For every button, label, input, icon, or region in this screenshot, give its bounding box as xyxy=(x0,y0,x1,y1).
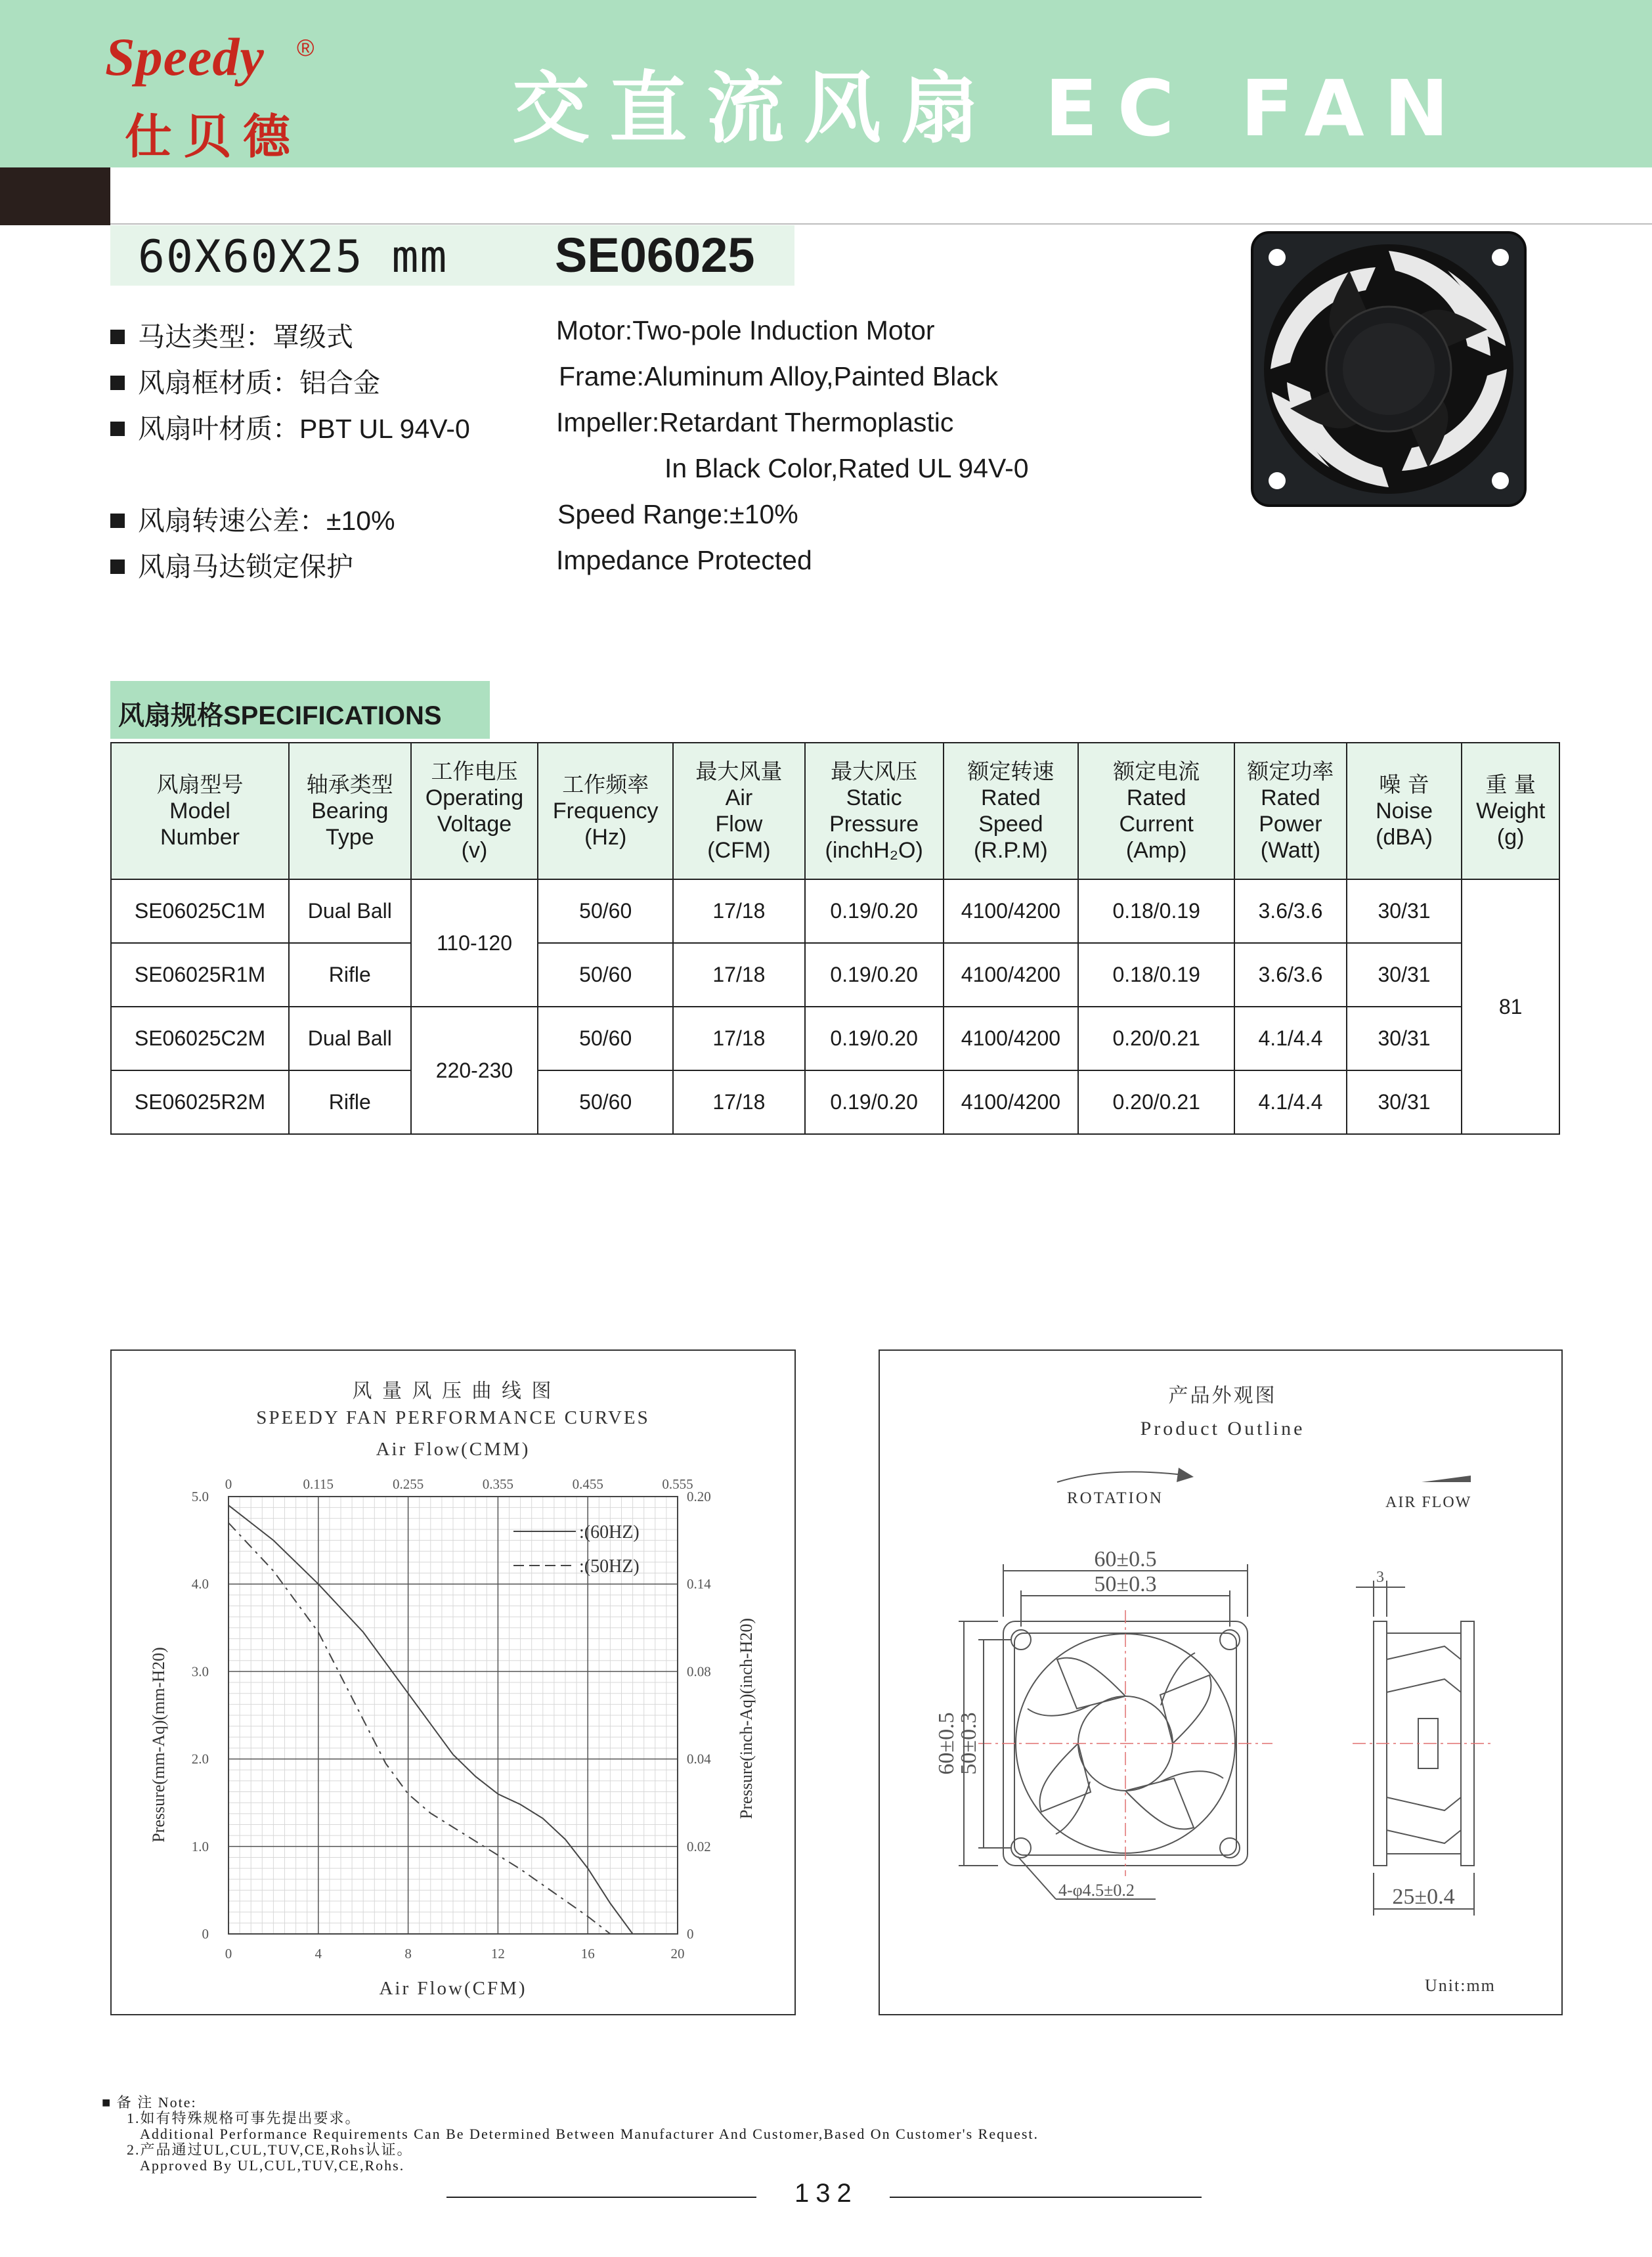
bullet-square-icon xyxy=(110,422,125,436)
brand-logo-text: Speedy xyxy=(105,27,265,87)
cell-bearing: Dual Ball xyxy=(289,879,411,943)
cell-noise: 30/31 xyxy=(1347,943,1462,1007)
column-header: 风扇型号 Model Number xyxy=(111,743,289,879)
cell-pressure: 0.19/0.20 xyxy=(805,879,944,943)
column-header: 最大风量 Air Flow (CFM) xyxy=(673,743,805,879)
cell-bearing: Rifle xyxy=(289,1070,411,1134)
notes-block xyxy=(102,2095,1039,2174)
cell-bearing: Dual Ball xyxy=(289,1007,411,1070)
top-tick-label: 0.255 xyxy=(392,1476,424,1492)
y2-tick-label: 0 xyxy=(687,1926,694,1942)
table-row xyxy=(111,879,1559,943)
y2-tick-label: 0.04 xyxy=(687,1751,711,1767)
outline-title-en: Product Outline xyxy=(1140,1418,1305,1439)
page-rule-left xyxy=(446,2197,756,2198)
cell-power: 3.6/3.6 xyxy=(1234,879,1347,943)
feature-cn: 风扇马达锁定保护 xyxy=(138,552,353,582)
x-axis-label: Air Flow(CFM) xyxy=(379,1978,527,1999)
specs-heading: 风扇规格SPECIFICATIONS xyxy=(118,701,442,730)
dim-depth: 25±0.4 xyxy=(1392,1885,1455,1909)
feature-en: Impedance Protected xyxy=(556,545,812,575)
cell-current: 0.20/0.21 xyxy=(1078,1007,1234,1070)
page-rule-right xyxy=(890,2197,1202,2198)
feature-en-continued: In Black Color,Rated UL 94V-0 xyxy=(664,453,1029,483)
notes-heading: ■ 备 注 Note: xyxy=(102,2094,197,2111)
feature-item xyxy=(110,499,395,538)
product-outline-panel xyxy=(879,1349,1563,2015)
page-number: 132 xyxy=(794,2179,858,2208)
column-header: 工作电压 Operating Voltage (v) xyxy=(411,743,538,879)
y-tick-label: 3.0 xyxy=(191,1663,209,1680)
top-tick-label: 0.115 xyxy=(303,1476,334,1492)
cell-current: 0.18/0.19 xyxy=(1078,943,1234,1007)
top-tick-label: 0.455 xyxy=(572,1476,603,1492)
feature-cn: 马达类型：罩级式 xyxy=(138,322,353,352)
feature-item xyxy=(110,545,353,584)
cell-power: 4.1/4.4 xyxy=(1234,1007,1347,1070)
cell-current: 0.20/0.21 xyxy=(1078,1070,1234,1134)
x-tick-label: 16 xyxy=(580,1946,595,1961)
feature-en: Motor:Two-pole Induction Motor xyxy=(556,315,935,345)
cell-noise: 30/31 xyxy=(1347,1070,1462,1134)
cell-model: SE06025R1M xyxy=(111,943,289,1007)
note-line: 2.产品通过UL,CUL,TUV,CE,Rohs认证。 xyxy=(127,2141,413,2158)
cell-speed: 4100/4200 xyxy=(944,943,1079,1007)
cell-noise: 30/31 xyxy=(1347,879,1462,943)
cell-model: SE06025C1M xyxy=(111,879,289,943)
cell-weight: 81 xyxy=(1462,879,1559,1134)
cell-pressure: 0.19/0.20 xyxy=(805,1007,944,1070)
column-header: 轴承类型 Bearing Type xyxy=(289,743,411,879)
performance-chart-panel xyxy=(110,1349,796,2015)
feature-item xyxy=(110,407,470,446)
cell-bearing: Rifle xyxy=(289,943,411,1007)
cell-speed: 4100/4200 xyxy=(944,879,1079,943)
outline-title-cn: 产品外观图 xyxy=(1168,1385,1277,1407)
unit-label: Unit:mm xyxy=(1425,1976,1496,1995)
brand-chinese-name: 仕贝德 xyxy=(125,108,303,164)
chart-plot-area xyxy=(192,1476,712,1961)
cell-voltage: 110-120 xyxy=(411,879,538,1007)
dim-outer-height: 60±0.5 xyxy=(934,1712,959,1775)
x-tick-label: 20 xyxy=(670,1946,685,1961)
chart-subtitle: SPEEDY FAN PERFORMANCE CURVES xyxy=(256,1407,650,1428)
rotation-arrowhead-icon xyxy=(1177,1468,1194,1482)
dim-mounting-holes: 4-φ4.5±0.2 xyxy=(1058,1881,1135,1900)
registered-mark: ® xyxy=(297,34,315,61)
cell-frequency: 50/60 xyxy=(538,879,673,943)
x-tick-label: 12 xyxy=(490,1946,505,1961)
column-header: 额定功率 Rated Power (Watt) xyxy=(1234,743,1347,879)
dim-inner-width: 50±0.3 xyxy=(1094,1572,1157,1596)
airflow-arrow-icon xyxy=(1422,1476,1471,1482)
cell-noise: 30/31 xyxy=(1347,1007,1462,1070)
column-header: 重 量 Weight (g) xyxy=(1462,743,1559,879)
cell-speed: 4100/4200 xyxy=(944,1007,1079,1070)
top-tick-label: 0.355 xyxy=(482,1476,514,1492)
rotation-arrow-icon xyxy=(1057,1472,1188,1482)
column-header: 最大风压 Static Pressure (inchH₂O) xyxy=(805,743,944,879)
y2-tick-label: 0.02 xyxy=(687,1838,711,1854)
column-header: 工作频率 Frequency (Hz) xyxy=(538,743,673,879)
y-tick-label: 4.0 xyxy=(191,1576,209,1592)
holes-leader xyxy=(1018,1856,1056,1899)
cell-airflow: 17/18 xyxy=(673,879,805,943)
y2-tick-label: 0.20 xyxy=(687,1489,711,1504)
cell-voltage: 220-230 xyxy=(411,1007,538,1134)
column-header: 额定电流 Rated Current (Amp) xyxy=(1078,743,1234,879)
bullet-square-icon xyxy=(110,559,125,574)
cell-model: SE06025R2M xyxy=(111,1070,289,1134)
top-tick-label: 0 xyxy=(225,1476,232,1492)
chart-title: 风 量 风 压 曲 线 图 xyxy=(352,1380,554,1402)
cell-current: 0.18/0.19 xyxy=(1078,879,1234,943)
feature-en: Impeller:Retardant Thermoplastic xyxy=(556,407,954,437)
cell-frequency: 50/60 xyxy=(538,1007,673,1070)
y2-tick-label: 0.08 xyxy=(687,1663,711,1680)
dim-inner-height: 50±0.3 xyxy=(957,1712,981,1775)
cell-frequency: 50/60 xyxy=(538,1070,673,1134)
y-tick-label: 0 xyxy=(202,1926,209,1942)
cell-airflow: 17/18 xyxy=(673,1070,805,1134)
performance-chart xyxy=(112,1351,794,2014)
cell-frequency: 50/60 xyxy=(538,943,673,1007)
y-tick-label: 1.0 xyxy=(191,1838,209,1854)
feature-item xyxy=(110,315,353,354)
model-number: SE06025 xyxy=(555,228,755,282)
y-tick-label: 2.0 xyxy=(191,1751,209,1767)
header-divider xyxy=(110,223,1652,225)
feature-cn: 风扇叶材质：PBT UL 94V-0 xyxy=(138,414,470,444)
dim-frame-thickness: 3 xyxy=(1376,1569,1384,1586)
note-line: Approved By UL,CUL,TUV,CE,Rohs. xyxy=(140,2157,405,2174)
table-row xyxy=(111,1070,1559,1134)
cell-pressure: 0.19/0.20 xyxy=(805,1070,944,1134)
side-view xyxy=(1356,1581,1474,1916)
y-tick-label: 5.0 xyxy=(191,1489,209,1504)
table-row xyxy=(111,1007,1559,1070)
feature-item xyxy=(110,361,380,400)
page-title: 交直流风扇 EC FAN xyxy=(512,63,1469,154)
feature-en: Speed Range:±10% xyxy=(557,499,798,529)
bullet-square-icon xyxy=(110,514,125,528)
legend-label: :(50HZ) xyxy=(579,1556,640,1577)
legend-label: :(60HZ) xyxy=(579,1522,640,1543)
y-axis-label: Pressure(mm-Aq)(mm-H20) xyxy=(149,1647,168,1843)
feature-cn: 风扇转速公差：±10% xyxy=(138,506,395,536)
top-axis-label: Air Flow(CMM) xyxy=(376,1439,531,1460)
cell-model: SE06025C2M xyxy=(111,1007,289,1070)
fan-size: 60X60X25 mm xyxy=(138,231,448,283)
table-row xyxy=(111,943,1559,1007)
note-line: 1.如有特殊规格可事先提出要求。 xyxy=(127,2110,361,2126)
y2-tick-label: 0.14 xyxy=(687,1576,711,1592)
dim-outer-width: 60±0.5 xyxy=(1094,1547,1157,1571)
cell-power: 4.1/4.4 xyxy=(1234,1070,1347,1134)
x-tick-label: 8 xyxy=(404,1946,412,1961)
cell-airflow: 17/18 xyxy=(673,943,805,1007)
column-header: 噪 音 Noise (dBA) xyxy=(1347,743,1462,879)
rotation-label: ROTATION xyxy=(1067,1489,1163,1507)
side-accent-block xyxy=(0,167,110,225)
airflow-label: AIR FLOW xyxy=(1385,1494,1472,1511)
bullet-square-icon xyxy=(110,376,125,390)
cell-airflow: 17/18 xyxy=(673,1007,805,1070)
top-tick-label: 0.555 xyxy=(662,1476,693,1492)
feature-en: Frame:Aluminum Alloy,Painted Black xyxy=(559,361,999,391)
specs-table xyxy=(110,742,1560,1135)
fan-product-photo xyxy=(1251,231,1527,507)
bullet-square-icon xyxy=(110,330,125,344)
note-line: Additional Performance Requirements Can Be Determined Between Manufacturer And Customer,Based On Customer's Request. xyxy=(140,2126,1039,2142)
column-header: 额定转速 Rated Speed (R.P.M) xyxy=(944,743,1079,879)
outline-drawing xyxy=(880,1351,1561,2014)
feature-cn: 风扇框材质：铝合金 xyxy=(138,368,380,398)
y2-axis-label: Pressure(inch-Aq)(inch-H20) xyxy=(737,1617,756,1820)
x-tick-label: 4 xyxy=(315,1946,322,1961)
x-tick-label: 0 xyxy=(225,1946,232,1961)
cell-pressure: 0.19/0.20 xyxy=(805,943,944,1007)
cell-power: 3.6/3.6 xyxy=(1234,943,1347,1007)
cell-speed: 4100/4200 xyxy=(944,1070,1079,1134)
